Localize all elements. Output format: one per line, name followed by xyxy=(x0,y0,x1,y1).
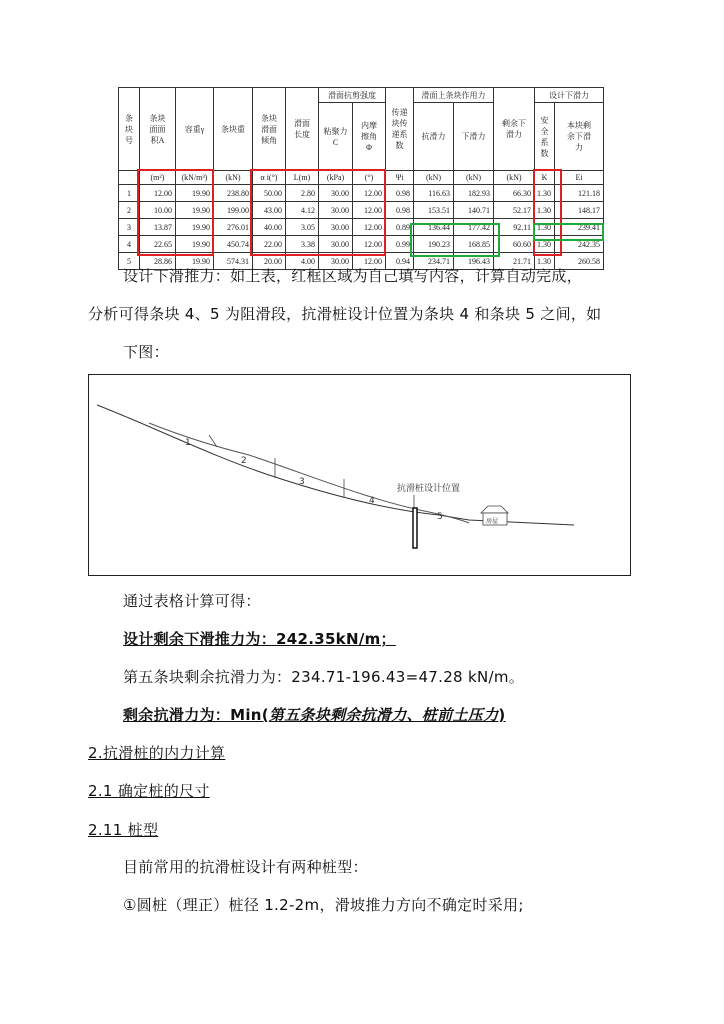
slice-label-2: 2 xyxy=(241,456,247,466)
cell-area: 28.86 xyxy=(140,253,176,270)
col-header-slice-area: 条块 面面 积A xyxy=(140,88,176,171)
unit-cell: α i(°) xyxy=(253,171,286,185)
cell-no: 3 xyxy=(119,219,140,236)
cell-no: 1 xyxy=(119,185,140,202)
paragraph-round-pile: ①圆桩（理正）桩径 1.2-2m，滑坡推力方向不确定时采用; xyxy=(123,896,524,914)
slide-calculation-table xyxy=(118,87,604,270)
cell-weight: 574.31 xyxy=(214,253,253,270)
result-design-force: 设计剩余下滑推力为：242.35kN/m； xyxy=(123,630,396,648)
result-slice5-resist: 第五条块剩余抗滑力为：234.71-196.43=47.28 kN/m。 xyxy=(123,668,525,686)
cell-no: 2 xyxy=(119,202,140,219)
unit-cell: K xyxy=(535,171,555,185)
cell-no: 4 xyxy=(119,236,140,253)
cell-k: 1.30 xyxy=(535,219,555,236)
col-header-slip-forces: 滑面上条块作用力 xyxy=(414,88,494,103)
cell-psi: 0.94 xyxy=(386,253,414,270)
slope-section-svg xyxy=(89,375,630,575)
cell-length: 3.05 xyxy=(286,219,319,236)
cell-psi: 0.98 xyxy=(386,185,414,202)
col-header-friction-angle: 内摩 擦角 Φ xyxy=(353,103,386,171)
unit-cell: (kN) xyxy=(454,171,494,185)
col-header-sliding-force: 下滑力 xyxy=(454,103,494,171)
col-header-transfer-coef: 传递 块传 递系 数 xyxy=(386,88,414,171)
slope-section-diagram xyxy=(88,374,631,576)
house-label: 房屋 xyxy=(486,518,499,525)
cell-phi: 12.00 xyxy=(353,253,386,270)
cell-angle: 22.00 xyxy=(253,236,286,253)
cell-slide: 177.42 xyxy=(454,219,494,236)
cell-weight: 450.74 xyxy=(214,236,253,253)
cell-k: 1.30 xyxy=(535,253,555,270)
cell-residual: 21.71 xyxy=(494,253,535,270)
unit-cell: Ψi xyxy=(386,171,414,185)
col-header-slice-weight: 条块重 xyxy=(214,88,253,171)
heading-pile-type: 2.11 桩型 xyxy=(88,821,159,839)
unit-cell: (kPa) xyxy=(319,171,353,185)
cell-slide: 168.85 xyxy=(454,236,494,253)
cell-residual: 66.30 xyxy=(494,185,535,202)
cell-phi: 12.00 xyxy=(353,202,386,219)
table-row xyxy=(119,202,604,219)
anti-slide-pile xyxy=(413,508,417,548)
cell-phi: 12.00 xyxy=(353,236,386,253)
cell-k: 1.30 xyxy=(535,236,555,253)
col-header-residual-force: 剩余下 滑力 xyxy=(494,88,535,171)
unit-cell: (m²) xyxy=(140,171,176,185)
cell-weight: 238.80 xyxy=(214,185,253,202)
cell-angle: 43.00 xyxy=(253,202,286,219)
unit-cell: Ei xyxy=(555,171,604,185)
result-residual-italic: 第五条块剩余抗滑力、桩前土压力 xyxy=(268,706,499,724)
col-header-slip-angle: 条块 滑面 倾角 xyxy=(253,88,286,171)
unit-cell: (kN) xyxy=(214,171,253,185)
cell-length: 4.00 xyxy=(286,253,319,270)
table-row xyxy=(119,185,604,202)
cell-length: 4.12 xyxy=(286,202,319,219)
cell-slide: 182.93 xyxy=(454,185,494,202)
cell-resist: 136.44 xyxy=(414,219,454,236)
cell-angle: 50.00 xyxy=(253,185,286,202)
cell-k: 1.30 xyxy=(535,185,555,202)
heading-pile-internal-force: 2.抗滑桩的内力计算 xyxy=(88,744,226,762)
slice-label-4: 4 xyxy=(369,496,375,506)
cell-angle: 40.00 xyxy=(253,219,286,236)
table-row xyxy=(119,236,604,253)
cell-k: 1.30 xyxy=(535,202,555,219)
unit-cell: (kN) xyxy=(414,171,454,185)
result-residual-resist xyxy=(123,704,506,725)
cell-residual: 52.17 xyxy=(494,202,535,219)
heading-pile-size: 2.1 确定桩的尺寸 xyxy=(88,782,210,800)
cell-gamma: 19.90 xyxy=(176,219,214,236)
cell-e: 239.41 xyxy=(555,219,604,236)
result-residual-suffix: ) xyxy=(498,706,506,724)
cell-resist: 116.63 xyxy=(414,185,454,202)
unit-cell: (kN/m³) xyxy=(176,171,214,185)
cell-length: 2.80 xyxy=(286,185,319,202)
cell-gamma: 19.90 xyxy=(176,236,214,253)
cell-no: 5 xyxy=(119,253,140,270)
units-row xyxy=(119,171,604,185)
cell-resist: 190.23 xyxy=(414,236,454,253)
col-header-unit-weight: 容重γ xyxy=(176,88,214,171)
cell-psi: 0.89 xyxy=(386,219,414,236)
cell-psi: 0.98 xyxy=(386,202,414,219)
cell-e: 121.18 xyxy=(555,185,604,202)
cell-area: 12.00 xyxy=(140,185,176,202)
col-header-cohesion: 粘聚力 C xyxy=(319,103,353,171)
cell-e: 260.58 xyxy=(555,253,604,270)
cell-area: 22.65 xyxy=(140,236,176,253)
paragraph-pile-types: 目前常用的抗滑桩设计有两种桩型： xyxy=(123,858,368,876)
cell-weight: 276.01 xyxy=(214,219,253,236)
cell-c: 30.00 xyxy=(319,202,353,219)
cell-weight: 199.00 xyxy=(214,202,253,219)
col-header-design-force: 设计下滑力 xyxy=(535,88,604,103)
paragraph-design-force-line3: 下图： xyxy=(123,343,169,361)
cell-resist: 234.71 xyxy=(414,253,454,270)
cell-resist: 153.51 xyxy=(414,202,454,219)
result-residual-prefix: 剩余抗滑力为：Min( xyxy=(123,706,269,724)
slice-label-5: 5 xyxy=(437,512,443,522)
col-header-safety-factor: 安 全 系 数 xyxy=(535,103,555,171)
paragraph-table-calc: 通过表格计算可得： xyxy=(123,592,261,610)
col-header-resisting-force: 抗滑力 xyxy=(414,103,454,171)
cell-gamma: 19.90 xyxy=(176,253,214,270)
cell-gamma: 19.90 xyxy=(176,202,214,219)
cell-slide: 140.71 xyxy=(454,202,494,219)
cell-c: 30.00 xyxy=(319,253,353,270)
cell-e: 242.35 xyxy=(555,236,604,253)
slice-label-1: 1 xyxy=(185,438,191,448)
cell-residual: 92.11 xyxy=(494,219,535,236)
cell-phi: 12.00 xyxy=(353,185,386,202)
cell-residual: 60.60 xyxy=(494,236,535,253)
unit-cell: (kN) xyxy=(494,171,535,185)
cell-c: 30.00 xyxy=(319,185,353,202)
cell-length: 3.38 xyxy=(286,236,319,253)
unit-cell: (°) xyxy=(353,171,386,185)
col-header-slice-residual: 本块剩 余下滑 力 xyxy=(555,103,604,171)
cell-gamma: 19.90 xyxy=(176,185,214,202)
slip-surface-line xyxy=(149,423,469,523)
unit-cell: L(m) xyxy=(286,171,319,185)
cell-area: 10.00 xyxy=(140,202,176,219)
house-icon xyxy=(481,506,508,513)
cell-angle: 20.00 xyxy=(253,253,286,270)
col-header-slip-length: 滑面 长度 xyxy=(286,88,319,171)
cell-psi: 0.99 xyxy=(386,236,414,253)
cell-c: 30.00 xyxy=(319,219,353,236)
cell-c: 30.00 xyxy=(319,236,353,253)
cell-area: 13.87 xyxy=(140,219,176,236)
pile-position-label: 抗滑桩设计位置 xyxy=(397,484,461,494)
paragraph-design-force-line1: 设计下滑推力：如上表，红框区域为自己填写内容，计算自动完成， xyxy=(123,267,583,285)
cell-e: 148.17 xyxy=(555,202,604,219)
col-header-shear-strength: 滑面抗剪强度 xyxy=(319,88,386,103)
table-header-row xyxy=(119,88,604,103)
unit-cell xyxy=(119,171,140,185)
cell-phi: 12.00 xyxy=(353,219,386,236)
paragraph-design-force-line2: 分析可得条块 4、5 为阻滑段，抗滑桩设计位置为条块 4 和条块 5 之间，如 xyxy=(88,305,602,323)
cell-slide: 196.43 xyxy=(454,253,494,270)
table-row xyxy=(119,219,604,236)
slice-label-3: 3 xyxy=(299,477,305,487)
col-header-slice-no: 条 块 号 xyxy=(119,88,140,171)
